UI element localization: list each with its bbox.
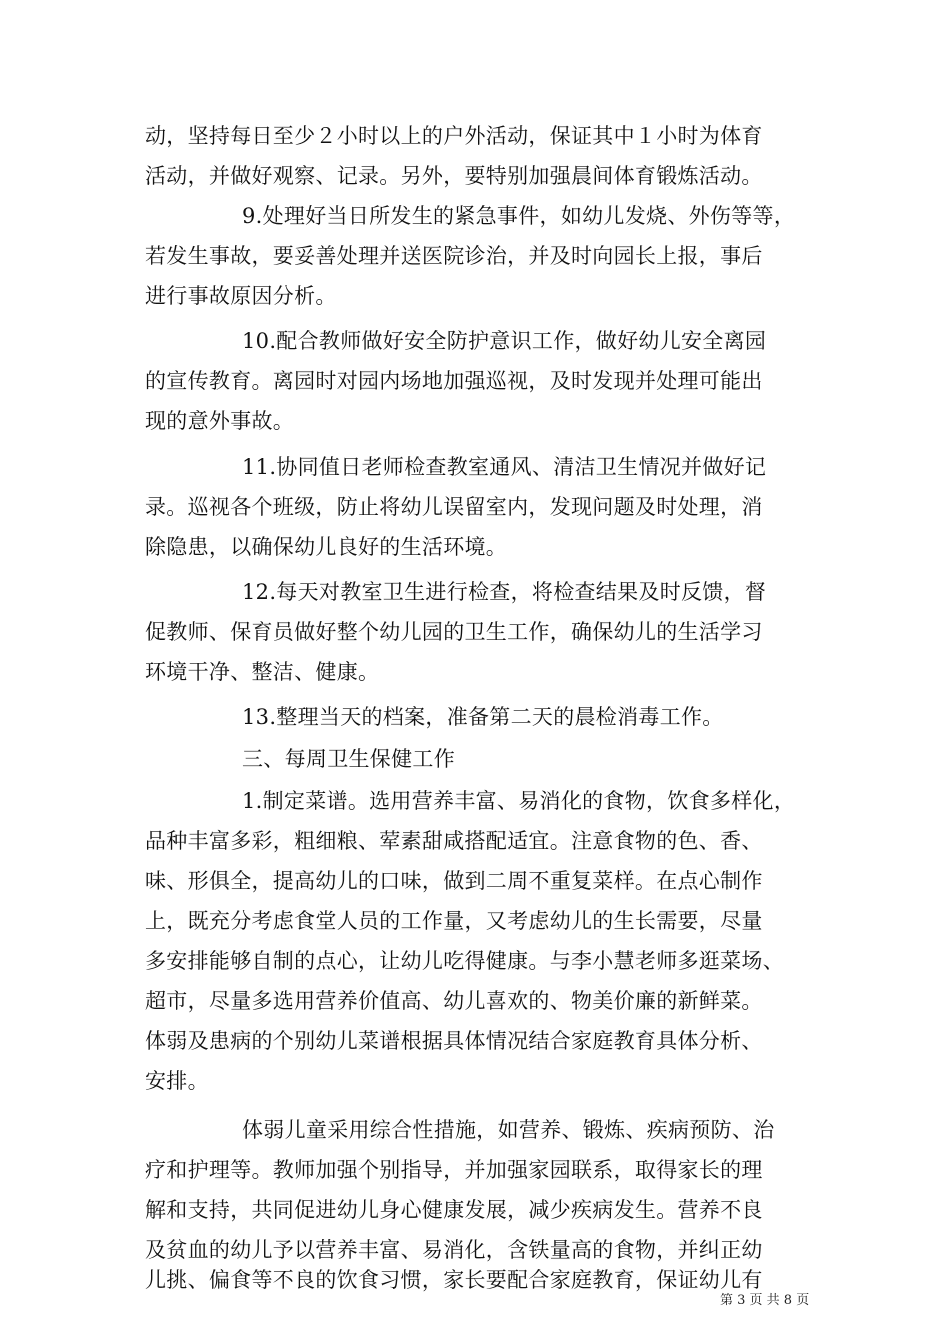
paragraph-first-line: 10.配合教师做好安全防护意识工作，做好幼儿安全离园 <box>242 329 767 353</box>
body-text-line: 疗和护理等。教师加强个别指导，并加强家园联系，取得家长的理 <box>145 1158 763 1182</box>
body-text-line: 进行事故原因分析。 <box>145 284 337 308</box>
body-text-line: 环境干净、整洁、健康。 <box>145 660 380 684</box>
page-number-footer: 第 3 页 共 8 页 <box>720 1293 810 1308</box>
paragraph-first-line: 11.协同值日老师检查教室通风、清洁卫生情况并做好记 <box>242 455 767 479</box>
paragraph-first-line: 12.每天对教室卫生进行检查，将检查结果及时反馈，督 <box>242 580 767 604</box>
body-text-line: 活动，并做好观察、记录。另外，要特别加强晨间体育锻炼活动。 <box>145 164 763 188</box>
body-text-line: 品种丰富多彩，粗细粮、荤素甜咸搭配适宜。注意食物的色、香、 <box>145 829 763 853</box>
body-text-line: 除隐患，以确保幼儿良好的生活环境。 <box>145 535 508 559</box>
body-text-line: 上，既充分考虑食堂人员的工作量，又考虑幼儿的生长需要，尽量 <box>145 909 763 933</box>
paragraph-first-line: 13.整理当天的档案，准备第二天的晨检消毒工作。 <box>242 705 724 729</box>
body-text-line: 的宣传教育。离园时对园内场地加强巡视，及时发现并处理可能出 <box>145 369 763 393</box>
body-text-line: 动，坚持每日至少２小时以上的户外活动，保证其中１小时为体育 <box>145 124 763 148</box>
body-text-line: 味、形俱全，提高幼儿的口味，做到二周不重复菜样。在点心制作 <box>145 869 763 893</box>
body-text-line: 录。巡视各个班级，防止将幼儿误留室内，发现问题及时处理，消 <box>145 495 763 519</box>
body-text-line: 促教师、保育员做好整个幼儿园的卫生工作，确保幼儿的生活学习 <box>145 620 763 644</box>
body-text-line: 儿挑、偏食等不良的饮食习惯，家长要配合家庭教育，保证幼儿有 <box>145 1268 763 1292</box>
section-heading: 三、每周卫生保健工作 <box>242 747 455 771</box>
body-text-line: 若发生事故，要妥善处理并送医院诊治，并及时向园长上报，事后 <box>145 244 763 268</box>
paragraph-first-line: 9.处理好当日所发生的紧急事件，如幼儿发烧、外伤等等， <box>242 204 796 228</box>
body-text-line: 多安排能够自制的点心，让幼儿吃得健康。与李小慧老师多逛菜场、 <box>145 949 784 973</box>
body-text-line: 超市，尽量多选用营养价值高、幼儿喜欢的、物美价廉的新鲜菜。 <box>145 989 763 1013</box>
body-text-line: 及贫血的幼儿予以营养丰富、易消化，含铁量高的食物，并纠正幼 <box>145 1238 763 1262</box>
body-text-line: 安排。 <box>145 1069 209 1093</box>
body-text-line: 体弱及患病的个别幼儿菜谱根据具体情况结合家庭教育具体分析、 <box>145 1029 763 1053</box>
paragraph-first-line: 体弱儿童采用综合性措施，如营养、锻炼、疾病预防、治 <box>242 1118 775 1142</box>
paragraph-first-line: 1.制定菜谱。选用营养丰富、易消化的食物，饮食多样化， <box>242 789 796 813</box>
body-text-line: 解和支持，共同促进幼儿身心健康发展，减少疾病发生。营养不良 <box>145 1198 763 1222</box>
body-text-line: 现的意外事故。 <box>145 409 295 433</box>
